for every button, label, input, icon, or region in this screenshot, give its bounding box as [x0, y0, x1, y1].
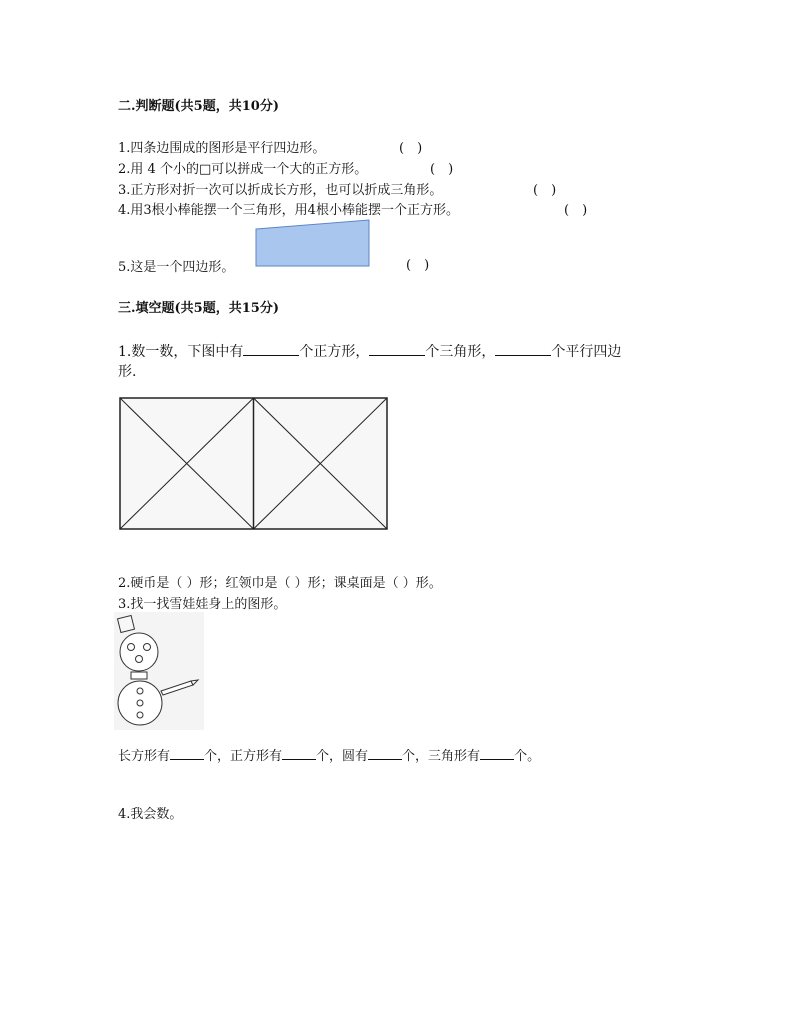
snowman-nose	[136, 656, 143, 663]
fill-q3-part-e: 个。	[514, 749, 541, 764]
fill-q1-part-b: 个正方形，	[299, 344, 370, 360]
fill-q1-part-a: 1.数一数，下图中有	[118, 344, 244, 360]
judge-q4-text: 4.用3根小棒能摆一个三角形，用4根小棒能摆一个正方形。	[118, 203, 459, 218]
fill-q3-answer-line	[118, 745, 540, 764]
fill-q1-line	[118, 341, 621, 361]
judge-q5-answer[interactable]: ( )	[406, 258, 430, 273]
fill-q1-line-2: 形.	[118, 364, 137, 380]
quadrilateral-figure	[254, 219, 374, 269]
snowman-button-2	[137, 700, 143, 706]
fill-q3-blank-rectangles[interactable]	[170, 759, 204, 760]
section-2-heading: 二.判断题(共5题，共10分)	[118, 99, 279, 114]
fill-q1-part-d: 个平行四边	[551, 344, 622, 360]
judge-q5-text: 5.这是一个四边形。	[118, 260, 235, 275]
snowman-left-eye	[128, 644, 135, 651]
snowman-right-eye	[144, 644, 151, 651]
fill-q1-blank-triangles[interactable]	[369, 355, 425, 356]
snowman-figure	[114, 612, 204, 730]
snowman-head-circle	[120, 633, 158, 671]
judge-q3-text: 3.正方形对折一次可以折成长方形，也可以折成三角形。	[118, 183, 443, 198]
fill-q1-blank-squares[interactable]	[243, 355, 299, 356]
snowman-neck-rectangle	[131, 672, 147, 679]
section-3-heading: 三.填空题(共5题，共15分)	[118, 301, 279, 316]
fill-q3-blank-squares[interactable]	[282, 759, 316, 760]
fill-q2-text: 2.硬币是（ ）形；红领巾是（ ）形；课桌面是（ ）形。	[118, 576, 442, 591]
judge-q1-text: 1.四条边围成的图形是平行四边形。	[118, 141, 326, 156]
judge-q3-answer[interactable]: ( )	[533, 183, 557, 198]
judge-q2-answer[interactable]: ( )	[430, 162, 454, 177]
fill-q3-part-d: 个，三角形有	[402, 749, 481, 764]
snowman-button-1	[137, 688, 143, 694]
fill-q3-blank-circles[interactable]	[368, 759, 402, 760]
judge-q4-answer[interactable]: ( )	[564, 203, 588, 218]
fill-q3-blank-triangles[interactable]	[480, 759, 514, 760]
fill-q3-part-b: 个，正方形有	[204, 749, 283, 764]
judge-q2-text: 2.用 4 个小的□可以拼成一个大的正方形。	[118, 162, 368, 177]
squares-diagram	[119, 397, 389, 531]
fill-q4-title: 4.我会数。	[118, 807, 183, 822]
fill-q1-blank-parallelograms[interactable]	[495, 355, 551, 356]
snowman-hat-square	[118, 616, 135, 633]
fill-q3-title: 3.找一找雪娃娃身上的图形。	[118, 597, 287, 612]
fill-q1-part-c: 个三角形，	[425, 344, 496, 360]
fill-q3-part-c: 个，圆有	[316, 749, 369, 764]
snowman-button-3	[137, 712, 143, 718]
judge-q1-answer[interactable]: ( )	[399, 141, 423, 156]
fill-q3-part-a: 长方形有	[118, 749, 171, 764]
